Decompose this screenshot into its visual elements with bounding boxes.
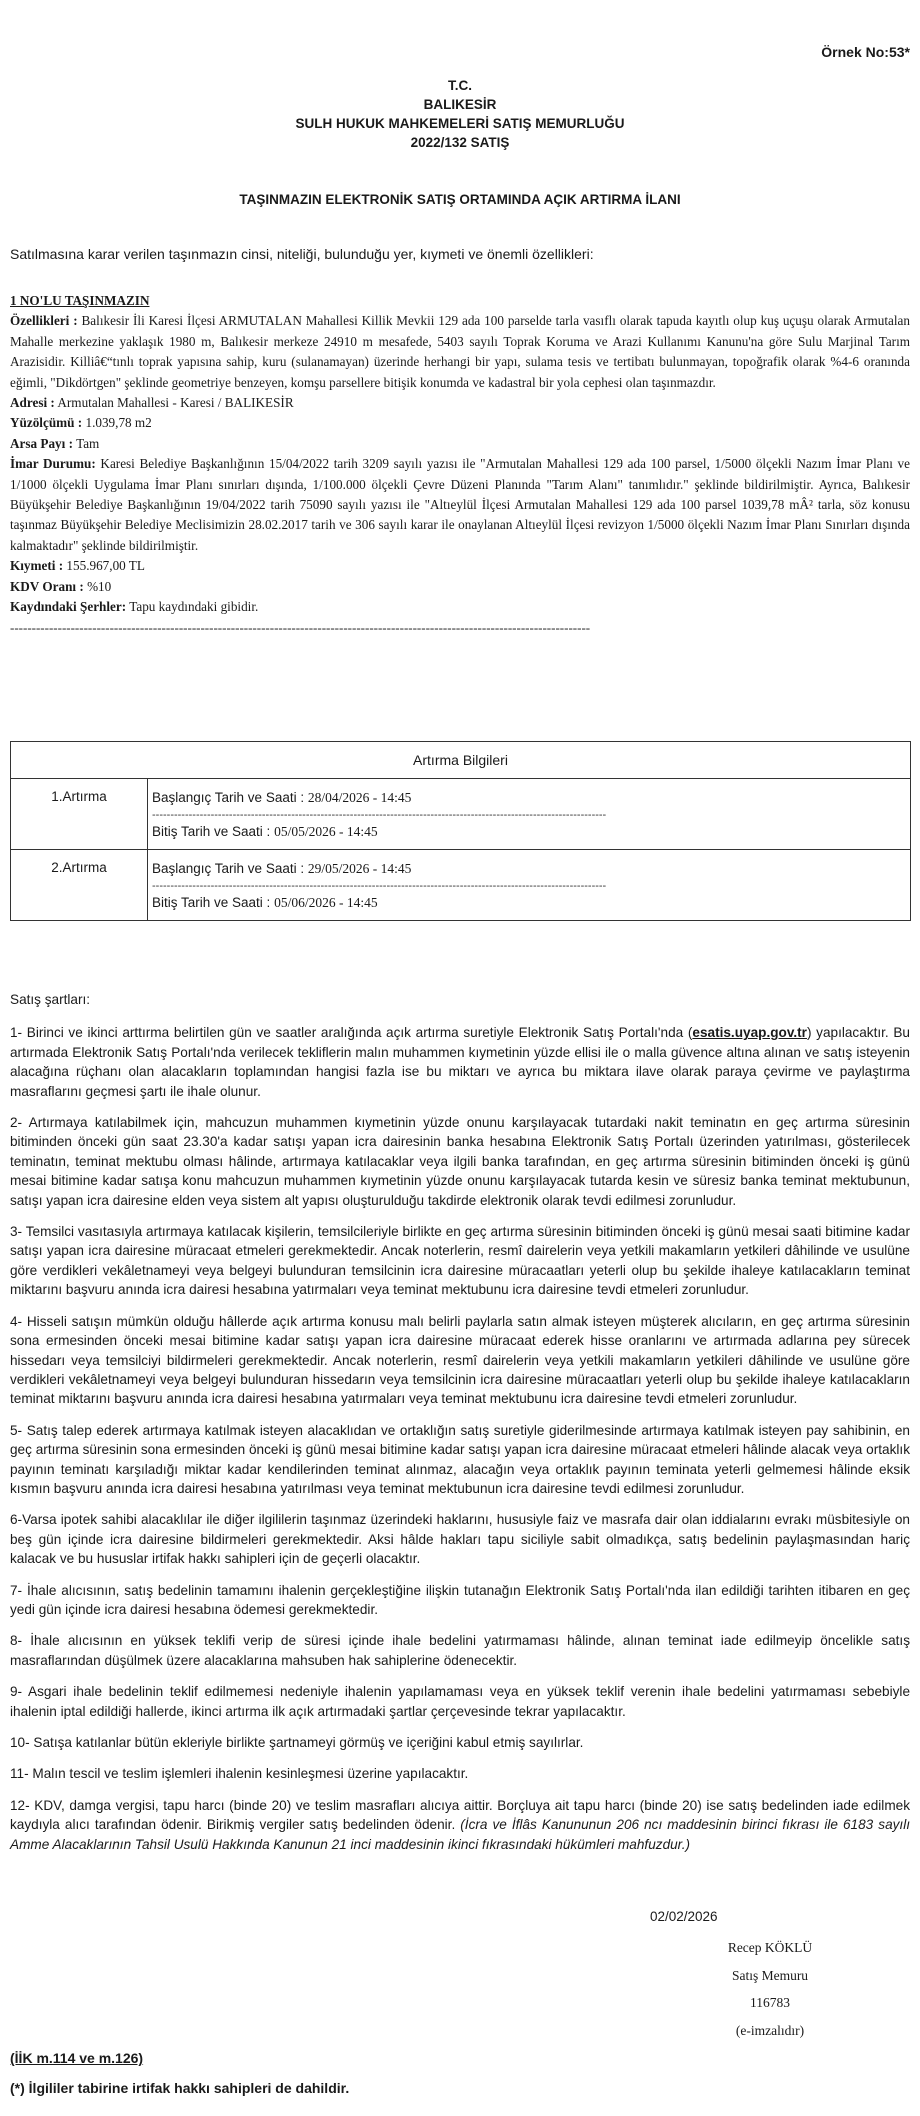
header-line-2: BALIKESİR [423,97,497,112]
auction-table [10,741,911,921]
condition-12 [10,1796,910,1854]
condition-12-text: 12- KDV, damga vergisi, tapu harcı (binde 20) ve teslim masrafları alıcıya aittir. Borçluya ait tapu harcı (binde 20) ise satış bedelinden iade edilmek kaydıyla alıcı tarafından ödenir. Birikmiş vergiler satış bedelinden ödenir. [10,1797,910,1833]
sample-number: Örnek No:53* [821,44,910,60]
end-label: Bitiş Tarih ve Saati : [152,895,271,910]
address-value: Armutalan Mahallesi - Karesi / BALIKESİR [57,395,294,411]
condition-1 [10,1023,910,1101]
sale-conditions [10,990,910,1866]
condition-7: 7- İhale alıcısının, satış bedelinin tamamını ihalenin gerçekleştiğine ilişkin tutanağın Elektronik Satış Portalı'nda ilan edildiği tarihten itibaren en geç yedi gün içinde icra dairesi hesabına ödemesi gerekmektedir. [10,1582,910,1617]
end-value: 05/06/2026 - 14:45 [274,895,378,910]
end-value: 05/05/2026 - 14:45 [274,824,378,839]
vat-label: KDV Oranı : [10,578,84,594]
condition-3: 3- Temsilci vasıtasıyla artırmaya katılacak kişilerin, temsilcileriyle birlikte en geç artırma süresinin bitiminden önceki iş günü mesai saati bitimine kadar satışı yapan icra dairesine müracaat etmeleri gerekmektedir. Ancak noterlerin, resmî dairelerin veya yetkili makamların yetkileri dâhilinde ve usulüne göre verdikleri vekâletnameyi veya belgeyi bulunduran temsilcinin icra dairesine müracaatları yeterli olup bu şekilde ihaleye katılacakların teminat miktarını başvuru anında icra dairesi hesabına yatırmaları veya teminat mektubunu icra dairesine tevdi etmeleri zorunludur. [10,1224,910,1298]
e-signature-note: (e-imzalıdır) [735,2022,805,2038]
condition-8: 8- İhale alıcısının en yüksek teklifi verip de süresi içinde ihale bedelini yatırmaması hâlinde, alınan teminat iade edilmeyip öncelikle satış masraflarından düşülmek üzere alacaklarına mahsuben hak sahiplerine ödenecektir. [10,1633,910,1668]
property-address [10,393,910,413]
value-label: Kıymeti : [10,558,64,574]
restrictions-label: Kaydındaki Şerhler: [10,599,127,615]
vat-value: %10 [87,578,112,594]
restrictions-value: Tapu kaydındaki gibidir. [129,599,259,615]
conditions-label: Satış şartları: [10,992,91,1007]
signer-title: Satış Memuru [731,1967,809,1983]
signer-id: 116783 [750,1995,790,2010]
round-separator: ---------------------------------------------------------------------------------------------------------------------------- [152,880,607,892]
condition-1-post: ) yapılacaktır. Bu artırmada Elektronik Satış Portalı'nda verilecek tekliflerin malın muhammen kıymetinin yüzde ellisi ile o malla güvence altına alınan ve satış isteyenin alacağına rüçhanı olan alacakların toplamından hangisi fazla ise bu miktarı ve ayrıca bu miktara ilave olarak paraya çevirme ve paylaştırma masraflarını geçmesi şartı ile ihale olunur. [10,1025,910,1099]
auction-table-title: Artırma Bilgileri [11,742,911,779]
zoning-value: Karesi Belediye Başkanlığının 15/04/2022 tarih 3209 sayılı yazısı ile "Armutalan Mahallesi 129 ada 100 parsel, 1/5000 ölçekli Nazım İmar Planı ve 1/1000 ölçekli Uygulama İmar Planı sınırları dışında, 1/100.000 ölçekli Çevre Düzeni Planında "Tarım Alanı" tanımlıdır." şeklinde bildirilmiştir. Ayrıca, Balıkesir Büyükşehir Belediye Başkanlığının 19/04/2022 tarih 75090 sayılı yazısı ile "Altıeylül İlçesi Armutalan Mahallesi 129 ada 100 parsel 1039,78 mÂ² tarla, söz konusu taşınmaz Büyükşehir Belediye Meclisimizin 28.02.2017 tarih ve 306 sayılı karar ile onaylanan Altıeylül İlçesi revizyon 1/5000 ölçekli Nazım İmar Planı Sınırları dışında kalmaktadır" şeklinde bildirilmiştir. [10,456,910,553]
legal-reference: (İİK m.114 ve m.126) [10,2050,144,2066]
share-value: Tam [76,435,100,451]
header-line-4: 2022/132 SATIŞ [410,135,510,150]
condition-2: 2- Artırmaya katılabilmek için, mahcuzun muhammen kıymetinin yüzde onunu karşılayacak tutardaki nakit teminatın en geç artırma süresinin bitiminden önceki gün saat 23.30'a kadar satışı yapan icra dairesinin banka hesabına Elektronik Satış Portalı üzerinden yatırılması, gösterilecek teminatın, teminat mektubu olması hâlinde, artırmaya katılacaklar veya ilgili banka tarafından, en geç artırma süresinin bitiminden önceki iş günü mesai bitimine kadar satışa konu mahcuzun muhammen kıymetinin yüzde onunu karşılayacak tutarda kesin ve süresiz banka teminat mektubunun, satışı yapan icra dairesine elden veya sistem alt yapısı oluşturulduğu takdirde elektronik olarak tevdi edilmesi zorunludur. [10,1115,910,1208]
start-datetime [152,858,906,880]
round-label: 2.Artırma [11,850,148,921]
start-value: 28/04/2026 - 14:45 [307,790,412,805]
start-datetime [152,787,906,809]
start-value: 29/05/2026 - 14:45 [307,861,412,876]
property-area [10,413,910,433]
document-header [10,76,910,152]
auction-row [11,779,911,850]
property-features [10,311,910,393]
round-times [148,850,911,921]
features-label: Özellikleri : [10,313,78,329]
end-datetime [152,821,906,843]
property-value [10,556,910,576]
round-label: 1.Artırma [11,779,148,850]
condition-4: 4- Hisseli satışın mümkün olduğu hâllerde açık artırma konusu malı belirli paylarla satın almak isteyen müşterek alıcıların, en geç artırma süresinin sona ermesinden önceki mesai bitimine kadar satışı yapan icra dairesine müracaat ederek hisse oranlarını ve artırmada adlarına pey sürecek hissedarı veya temsilciyi bildirmeleri gerekmektedir. Ancak noterlerin, resmî dairelerin veya yetkili makamların yetkileri dâhilinde ve usulüne göre verdikleri vekâletnameyi veya belgeyi bulunduran hissedarın veya temsilcinin icra dairesine müracaatları yeterli olup bu şekilde ihaleye katılacakların teminat miktarını başvuru anında icra dairesi hesabına yatırmaları veya teminat mektubunu icra dairesine tevdi etmeleri zorunludur. [10,1313,910,1407]
zoning-label: İmar Durumu: [10,456,96,472]
notice-title: TAŞINMAZIN ELEKTRONİK SATIŞ ORTAMINDA AÇIK ARTIRMA İLANI [239,192,681,207]
value-amount: 155.967,00 TL [66,558,145,574]
signature-block [660,1934,880,2044]
header-line-1: T.C. [447,78,472,93]
condition-10: 10- Satışa katılanlar bütün ekleriyle birlikte şartnameyi görmüş ve içeriğini kabul etmiş sayılırlar. [10,1735,584,1750]
intro-text: Satılmasına karar verilen taşınmazın cinsi, niteliği, bulunduğu yer, kıymeti ve önemli özellikleri: [10,246,594,262]
start-label: Başlangıç Tarih ve Saati : [152,861,305,876]
condition-5: 5- Satış talep ederek artırmaya katılmak isteyen alacaklıdan ve ortaklığın satış suretiyle giderilmesinde artırmaya katılmak isteyen pay sahibinin, en geç artırma süresinin sona ermesinden önceki iş günü mesai bitimine kadar satışı yapan icra dairesine müracaat etmeleri hâlinde alacak veya ortaklık payının teminatı karşıladığı miktar kadar kendilerinden teminat alınmaz, alacağın veya ortaklık payının teminata yeterli gelmemesi hâlinde eksik kısmın başvuru anında icra dairesi hesabına yatırılması veya teminat mektubunun icra dairesine tevdi edilmesi zorunludur. [10,1422,910,1496]
property-separator: -------------------------------------------------------------------------------------------------------------------------------------- [10,619,591,635]
condition-9: 9- Asgari ihale bedelinin teklif edilmemesi nedeniyle ihalenin yapılamaması veya en yüksek teklif verenin ihale bedelini yatırmaması sebebiyle ihalenin iptal edildiği hallerde, ikinci artırma ilk açık artırmadaki şartlar çerçevesinde tekrar yapılacaktır. [10,1684,910,1719]
footnote: (*) İlgililer tabirine irtifak hakkı sahipleri de dahildir. [10,2080,350,2096]
condition-1-pre: 1- Birinci ve ikinci arttırma belirtilen gün ve saatler aralığında açık artırma suretiyle Elektronik Satış Portalı'nda ( [10,1025,693,1041]
document-date: 02/02/2026 [650,1909,718,1924]
condition-11: 11- Malın tescil ve teslim işlemleri ihalenin kesinleşmesi üzerine yapılacaktır. [10,1766,469,1782]
property-restrictions [10,597,910,617]
signer-name: Recep KÖKLÜ [727,1940,813,1955]
round-separator: ---------------------------------------------------------------------------------------------------------------------------- [152,809,607,821]
condition-6: 6-Varsa ipotek sahibi alacaklılar ile diğer ilgililerin taşınmaz üzerindeki haklarını, hususiyle faiz ve masrafa dair olan iddialarını evrakı müsbitesiyle on beş gün içinde icra dairesine bildirmeleri gerekmektedir. Aksi hâlde hakları tapu siciliyle sabit olmadıkça, satış bedelinin paylaşmasından hariç kalacak ve bu hususlar irtifak hakkı sahipleri için de geçerli olacaktır. [10,1512,910,1567]
address-label: Adresi : [10,395,55,411]
area-value: 1.039,78 m2 [85,415,152,431]
property-heading: 1 NO'LU TAŞINMAZIN [10,293,150,308]
condition-12-legal-note: (İcra ve İflâs Kanununun 206 ncı maddesinin birinci fıkrası ile 6183 sayılı Amme Alacaklarının Tahsil Usulü Hakkında Kanunun 21 inci maddesinin ikinci fıkrasındaki hükümleri mahfuzdur.) [10,1817,910,1852]
end-label: Bitiş Tarih ve Saati : [152,824,271,839]
property-share [10,434,910,454]
end-datetime [152,892,906,914]
property-zoning [10,454,910,556]
header-line-3: SULH HUKUK MAHKEMELERİ SATIŞ MEMURLUĞU [295,116,625,131]
property-details [10,291,910,638]
area-label: Yüzölçümü : [10,415,83,431]
share-label: Arsa Payı : [10,435,73,451]
round-times [148,779,911,850]
esatis-link[interactable]: esatis.uyap.gov.tr [692,1025,807,1041]
property-vat [10,577,910,597]
auction-row [11,850,911,921]
features-text: Balıkesir İli Karesi İlçesi ARMUTALAN Mahallesi Killik Mevkii 129 ada 100 parselde tarla vasıflı olarak tapuda kayıtlı olup kuş uçuşu olarak Armutalan Mahalle merkezine yaklaşık 1980 m, Balıkesir merkeze 24910 m mesafede, 5403 sayılı Toprak Koruma ve Arazi Kullanımı Kanunu'na göre Sulu Marjinal Tarım Arazisidir. Killiâ€“tınlı toprak yapısına sahip, kuru (sulanamayan) üzerinde herhangi bir yapı, sulama tesis ve tertibatı bulunmayan, topoğrafik olarak %4-6 oranında eğimli, "Dikdörtgen" şeklinde geometriye benzeyen, komşu parsellere bitişik konumda ve kadastral bir yola cephesi olan taşınmazdır. [10,313,911,390]
start-label: Başlangıç Tarih ve Saati : [152,790,305,805]
